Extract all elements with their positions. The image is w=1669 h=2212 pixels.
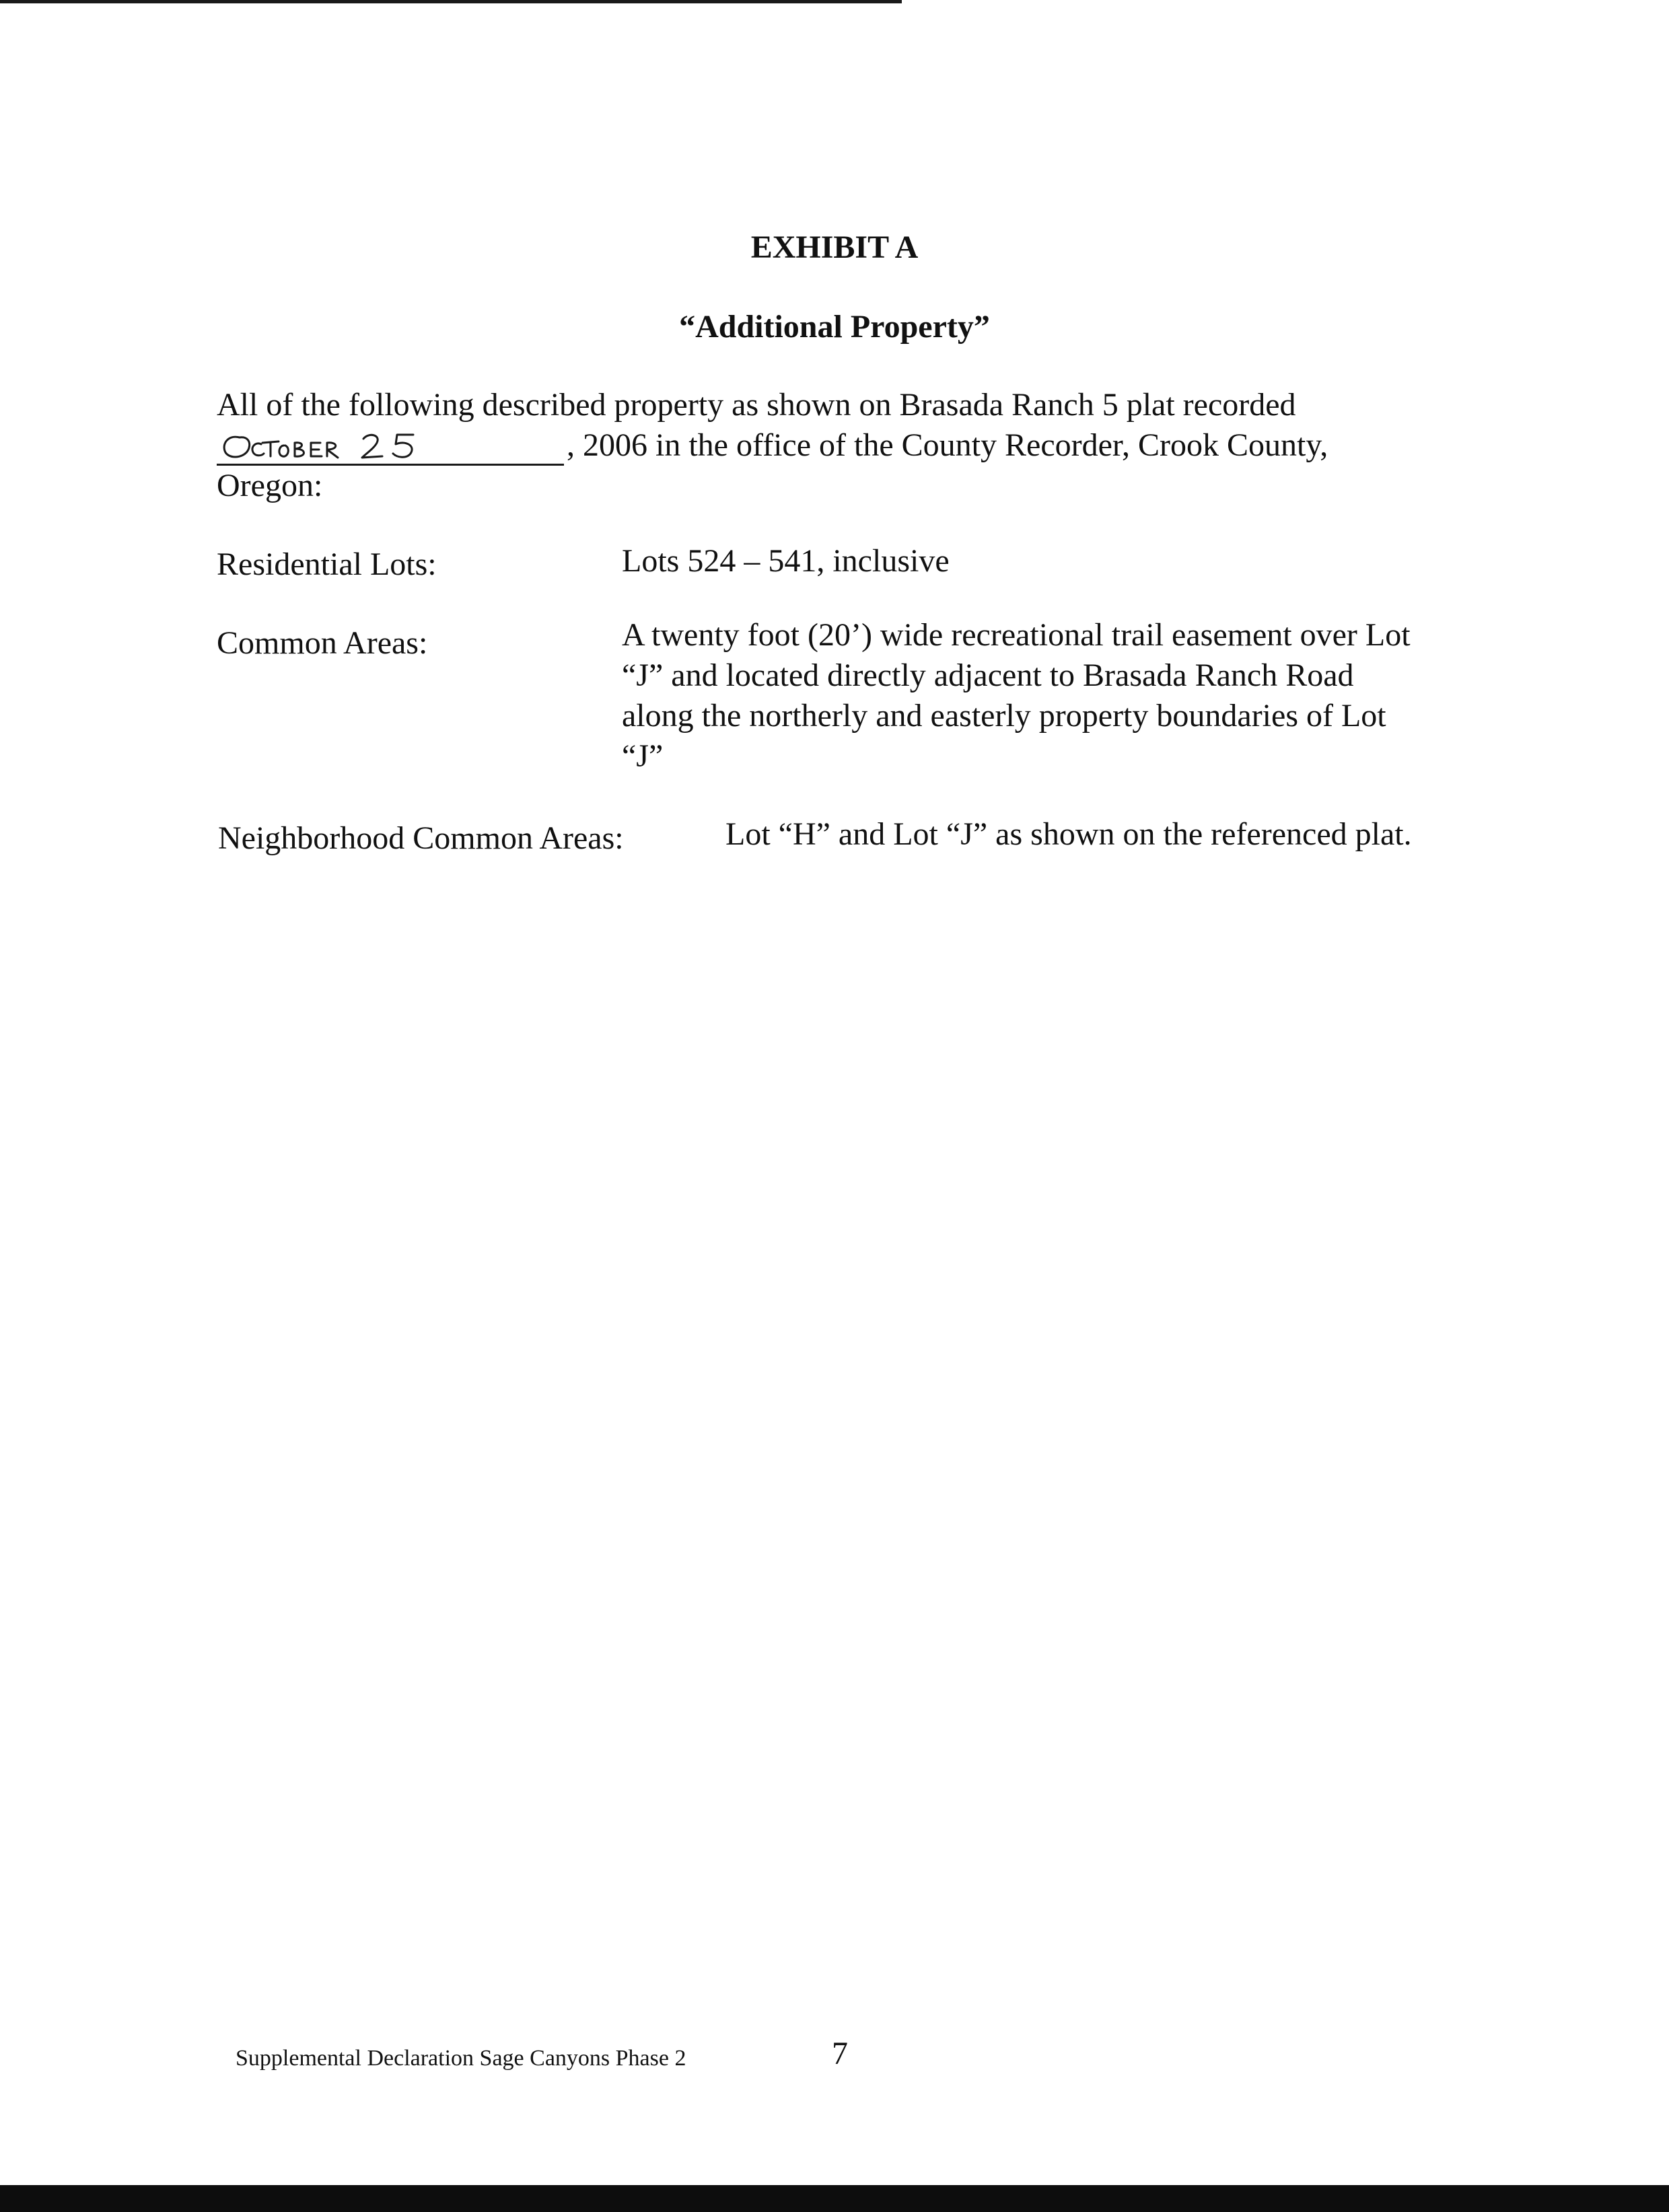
footer-document-name: Supplemental Declaration Sage Canyons Phase 2 <box>236 2046 686 2071</box>
exhibit-subtitle: “Additional Property” <box>679 309 990 345</box>
common-areas-value <box>622 615 1456 777</box>
recording-date-blank <box>217 425 564 466</box>
common-areas-line: along the northerly and easterly property boundaries of Lot <box>622 698 1386 734</box>
residential-lots-value: Lots 524 – 541, inclusive <box>622 543 950 579</box>
page-number: 7 <box>832 2036 848 2071</box>
intro-text-after-blank: , 2006 in the office of the County Recorder, Crook County, <box>567 427 1328 463</box>
neighborhood-common-areas-value: Lot “H” and Lot “J” as shown on the referenced plat. <box>725 816 1412 852</box>
neighborhood-common-areas-label: Neighborhood Common Areas: <box>218 820 624 856</box>
intro-text-line-2 <box>217 425 1328 466</box>
exhibit-title: EXHIBIT A <box>750 229 919 265</box>
intro-text-line-3: Oregon: <box>217 468 323 503</box>
common-areas-label: Common Areas: <box>217 625 428 661</box>
scan-top-edge-line <box>0 0 902 3</box>
common-areas-line: A twenty foot (20’) wide recreational trail easement over Lot <box>622 617 1411 653</box>
handwritten-date <box>219 428 435 463</box>
common-areas-line: “J” and located directly adjacent to Brasada Ranch Road <box>622 657 1354 693</box>
scan-bottom-edge-band <box>0 2185 1669 2212</box>
residential-lots-label: Residential Lots: <box>217 546 437 582</box>
common-areas-line: “J” <box>622 738 664 774</box>
intro-text-line-1: All of the following described property as shown on Brasada Ranch 5 plat recorded <box>217 387 1296 423</box>
